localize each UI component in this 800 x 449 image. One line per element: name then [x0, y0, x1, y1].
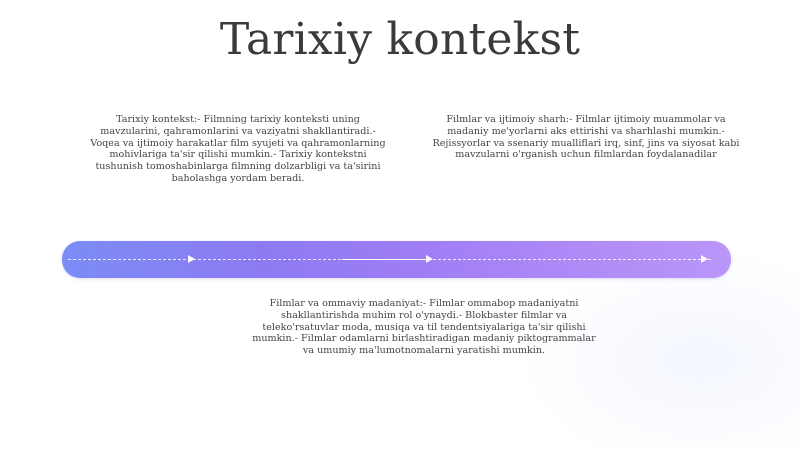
text-block-popular-culture: Filmlar va ommaviy madaniyat:- Filmlar ommabop madaniyatni shakllantirishda muhim rol o'ynaydi.- Blokbaster filmlar va teleko'rsatuvlar moda, musiqa va til tendentsiyalariga ta'sir qilishi mumkin.- Filmlar odamlarni birlashtiradigan madaniy piktogrammalar va umumiy ma'lumotnomalarni yaratishi mumkin. [252, 298, 596, 357]
text-block-historical-context: Tarixiy kontekst:- Filmning tarixiy konteksti uning mavzularini, qahramonlarini va vaziyatni shakllantiradi.- Voqea va ijtimoiy harakatlar film syujeti va qahramonlarning mohivlariga ta'sir qilishi mumkin.- Tarixiy kontekstni tushunish tomoshabinlarga filmning dolzarbligi va ta'sirini baholashga yordam beradi. [90, 114, 386, 184]
timeline-bar [62, 241, 731, 278]
arrow-right-icon [188, 255, 195, 263]
slide-title: Tarixiy kontekst [219, 14, 581, 65]
arrow-right-icon [426, 255, 433, 263]
timeline-solid-segment [342, 259, 426, 260]
text-block-social-commentary: Filmlar va ijtimoiy sharh:- Filmlar ijtimoiy muammolar va madaniy me'yorlarni aks ettirishi va sharhlashi mumkin.- Rejissyorlar va ssenariy mualliflari irq, sinf, jins va siyosat kabi mavzularni o'rganish uchun filmlardan foydalanadilar [432, 114, 740, 161]
arrow-right-icon [701, 255, 708, 263]
